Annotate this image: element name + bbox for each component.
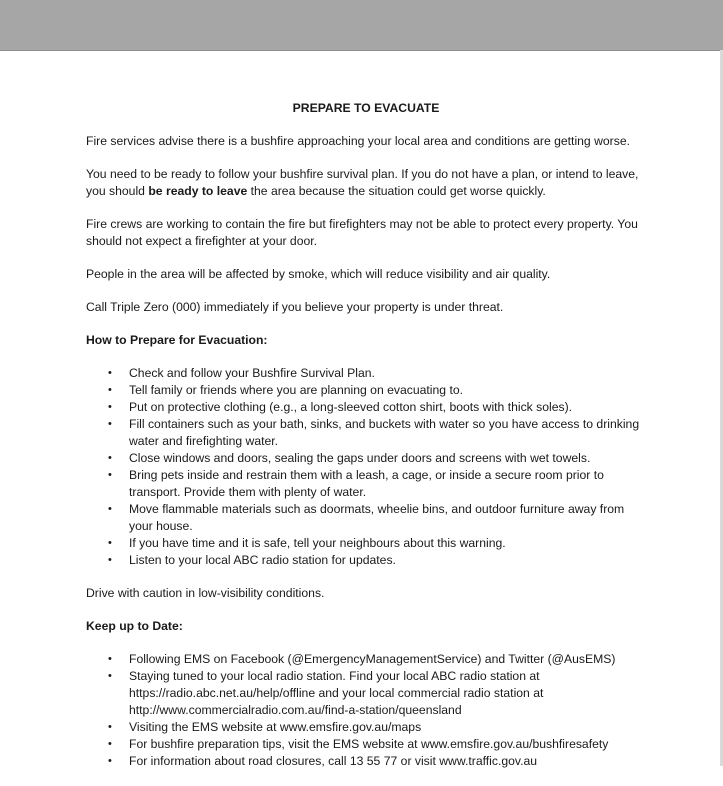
- list-item: [86, 365, 646, 382]
- document-title: PREPARE TO EVACUATE: [292, 101, 440, 115]
- bullet-icon: •: [108, 469, 112, 481]
- paragraph-fire-approaching: Fire services advise there is a bushfire approaching your local area and conditions are getting worse.: [86, 134, 630, 148]
- list-item-text: Check and follow your Bushfire Survival Plan.: [129, 366, 375, 380]
- list-item-text: Tell family or friends where you are planning on evacuating to.: [129, 383, 463, 397]
- paragraph-survival-plan: [86, 166, 646, 200]
- list-item-text: For bushfire preparation tips, visit the EMS website at www.emsfire.gov.au/bushfiresafety: [129, 737, 609, 751]
- list-item: [86, 399, 646, 416]
- bullet-icon: •: [108, 452, 112, 464]
- document-page: [86, 96, 646, 786]
- bullet-icon: •: [108, 653, 112, 665]
- paragraph-survival-plan-text-end: the area because the situation could get worse quickly.: [247, 184, 546, 198]
- list-item: [86, 668, 646, 719]
- list-item-text: Move flammable materials such as doormats, wheelie bins, and outdoor furniture away from your house.: [129, 502, 625, 533]
- bullet-icon: •: [108, 738, 112, 750]
- prepare-heading: How to Prepare for Evacuation:: [86, 333, 268, 347]
- list-item-text: Following EMS on Facebook (@EmergencyManagementService) and Twitter (@AusEMS): [129, 652, 616, 666]
- bullet-icon: •: [108, 537, 112, 549]
- list-item: [86, 552, 646, 569]
- list-item-text: If you have time and it is safe, tell your neighbours about this warning.: [129, 536, 506, 550]
- paragraph-drive-caution: Drive with caution in low-visibility conditions.: [86, 586, 325, 600]
- list-item: [86, 753, 646, 770]
- bullet-icon: •: [108, 418, 112, 430]
- updates-list: [86, 651, 646, 770]
- paragraph-survival-plan-bold: be ready to leave: [148, 184, 248, 198]
- paragraph-survival-plan-text: You need to be ready to follow your bushfire survival plan. If you do not have a plan, or intend to leave, you should: [86, 167, 639, 198]
- bullet-icon: •: [108, 367, 112, 379]
- list-item-text: Visiting the EMS website at www.emsfire.gov.au/maps: [129, 720, 422, 734]
- list-item-text: Put on protective clothing (e.g., a long-sleeved cotton shirt, boots with thick soles).: [129, 400, 573, 414]
- updates-heading: Keep up to Date:: [86, 619, 183, 633]
- paragraph-smoke: People in the area will be affected by smoke, which will reduce visibility and air quality.: [86, 267, 551, 281]
- list-item: [86, 651, 646, 668]
- bullet-icon: •: [108, 384, 112, 396]
- bullet-icon: •: [108, 554, 112, 566]
- paragraph-triple-zero: Call Triple Zero (000) immediately if you believe your property is under threat.: [86, 300, 504, 314]
- bullet-icon: •: [108, 503, 112, 515]
- bullet-icon: •: [108, 755, 112, 767]
- list-item: [86, 736, 646, 753]
- list-item: [86, 416, 646, 450]
- list-item: [86, 501, 646, 535]
- list-item: [86, 450, 646, 467]
- viewer-top-bar: [0, 0, 723, 51]
- list-item-text: Listen to your local ABC radio station for updates.: [129, 553, 396, 567]
- list-item-text: Fill containers such as your bath, sinks, and buckets with water so you have access to drinking water and firefighting water.: [129, 417, 640, 448]
- prepare-list: [86, 365, 646, 569]
- list-item-text: Staying tuned to your local radio station. Find your local ABC radio station at https://radio.abc.net.au/help/offline and your local commercial radio station at http://www.commercialradio.com.au/find-a-station/queensland: [129, 669, 544, 717]
- list-item-text: Bring pets inside and restrain them with a leash, a cage, or inside a secure room prior to transport. Provide them with plenty of water.: [129, 468, 604, 499]
- bullet-icon: •: [108, 721, 112, 733]
- bullet-icon: •: [108, 670, 112, 682]
- list-item: [86, 535, 646, 552]
- list-item: [86, 467, 646, 501]
- list-item-text: Close windows and doors, sealing the gaps under doors and screens with wet towels.: [129, 451, 591, 465]
- list-item: [86, 382, 646, 399]
- bullet-icon: •: [108, 401, 112, 413]
- list-item: [86, 719, 646, 736]
- paragraph-fire-crews: Fire crews are working to contain the fire but firefighters may not be able to protect every property. You should not expect a firefighter at your door.: [86, 217, 638, 248]
- list-item-text: For information about road closures, call 13 55 77 or visit www.traffic.gov.au: [129, 754, 538, 768]
